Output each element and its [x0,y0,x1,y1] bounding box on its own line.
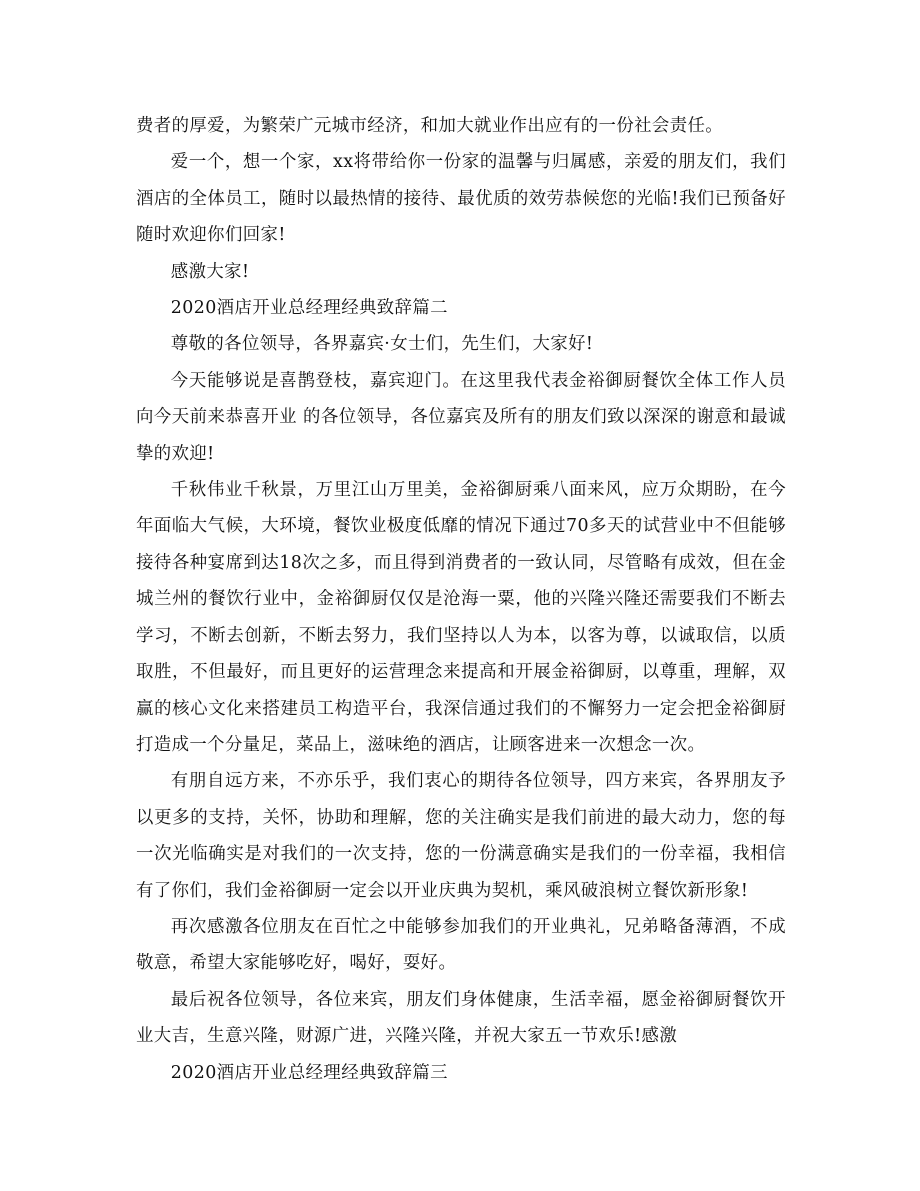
section-heading-three: 2020酒店开业总经理经典致辞篇三 [170,1062,448,1083]
paragraph: 再次感激各位朋友在百忙之中能够参加我们的开业典礼，兄弟略备薄酒，不成敬意，希望大家能够吃好，喝好，耍好。 [136,916,786,974]
paragraph-thanks: 感激大家! [170,261,250,282]
paragraph: 有朋自远方来，不亦乐乎，我们衷心的期待各位领导，四方来宾，各界朋友予以更多的支持，关怀，协助和理解，您的关注确实是我们前进的最大动力，您的每一次光临确实是对我们的一次支持，您的一份满意确实是我们的一份幸福，我相信有了你们，我们金裕御厨一定会以开业庆典为契机，乘风破浪树立餐饮新形象! [136,771,786,901]
paragraph: 爱一个，想一个家，xx将带给你一份家的温馨与归属感，亲爱的朋友们，我们酒店的全体员工，随时以最热情的接待、最优质的效劳恭候您的光临!我们已预备好随时欢迎你们回家! [136,152,786,246]
document-body [136,108,786,1091]
paragraph: 千秋伟业千秋景，万里江山万里美，金裕御厨乘八面来风，应万众期盼，在今年面临大气候，大环境，餐饮业极度低靡的情况下通过70多天的试营业中不但能够接待各种宴席到达18次之多，而且得到消费者的一致认同，尽管略有成效，但在金城兰州的餐饮行业中，金裕御厨仅仅是沧海一粟，他的兴隆兴隆还需要我们不断去学习，不断去创新，不断去努力，我们坚持以人为本，以客为尊，以诚取信，以质取胜，不但最好，而且更好的运营理念来提高和开展金裕御厨，以尊重，理解，双赢的核心文化来搭建员工构造平台，我深信通过我们的不懈努力一定会把金裕御厨打造成一个分量足，菜品上，滋味绝的酒店，让顾客进来一次想念一次。 [136,480,786,755]
greeting-paragraph: 尊敬的各位领导，各界嘉宾·女士们，先生们，大家好! [170,334,594,355]
section-heading-two: 2020酒店开业总经理经典致辞篇二 [170,298,448,319]
paragraph-continuation: 费者的厚爱，为繁荣广元城市经济，和加大就业作出应有的一份社会责任。 [136,116,724,136]
paragraph: 最后祝各位领导，各位来宾，朋友们身体健康，生活幸福，愿金裕御厨餐饮开业大吉，生意兴隆，财源广进，兴隆兴隆，并祝大家五一节欢乐!感激 [136,989,786,1047]
paragraph: 今天能够说是喜鹊登枝，嘉宾迎门。在这里我代表金裕御厨餐饮全体工作人员向今天前来恭喜开业 的各位领导，各位嘉宾及所有的朋友们致以深深的谢意和最诚挚的欢迎! [136,370,786,464]
